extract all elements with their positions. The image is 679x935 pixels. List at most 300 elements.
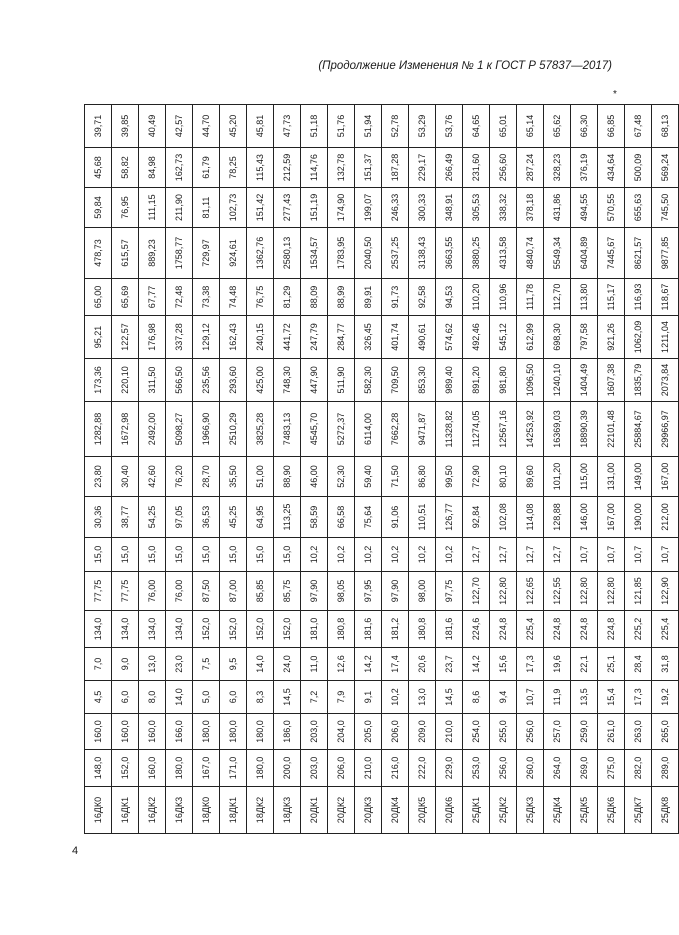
table-cell: 574,62 — [436, 316, 463, 359]
table-cell: 122,80 — [490, 572, 517, 611]
table-cell: 260,0 — [517, 750, 544, 787]
table-cell: 118,67 — [652, 279, 679, 316]
table-cell: 51,94 — [355, 105, 382, 148]
table-cell: 7,5 — [193, 648, 220, 681]
table-cell: 89,91 — [355, 279, 382, 316]
table-cell: 190,00 — [625, 497, 652, 538]
table-cell: 15,0 — [139, 538, 166, 572]
table-cell: 88,90 — [274, 457, 301, 497]
table-cell: 12,7 — [463, 538, 490, 572]
table-cell: 3825,28 — [247, 402, 274, 457]
table-cell: 222,0 — [409, 750, 436, 787]
table-cell: 122,80 — [598, 572, 625, 611]
table-cell: 7445,67 — [598, 228, 625, 279]
table-cell: 8621,57 — [625, 228, 652, 279]
table-cell: 76,00 — [139, 572, 166, 611]
table-cell: 89,60 — [517, 457, 544, 497]
table-cell: 10,2 — [382, 681, 409, 714]
table-cell: 5549,34 — [544, 228, 571, 279]
table-cell: 78,25 — [220, 148, 247, 188]
table-cell: 73,38 — [193, 279, 220, 316]
table-cell: 91,73 — [382, 279, 409, 316]
table-cell: 45,20 — [220, 105, 247, 148]
table-cell: 59,40 — [355, 457, 382, 497]
table-cell: 338,32 — [490, 188, 517, 228]
table-cell: 97,90 — [301, 572, 328, 611]
table-row — [463, 105, 490, 834]
table-cell: 478,73 — [85, 228, 112, 279]
table-cell: 9,5 — [220, 648, 247, 681]
table-cell: 167,00 — [652, 457, 679, 497]
table-cell: 204,0 — [328, 714, 355, 750]
table-cell: 15,0 — [166, 538, 193, 572]
table-cell: 52,30 — [328, 457, 355, 497]
profile-designation-cell: 25ДК3 — [517, 787, 544, 834]
table-cell: 51,00 — [247, 457, 274, 497]
table-cell: 30,36 — [85, 497, 112, 538]
table-cell: 54,25 — [139, 497, 166, 538]
table-cell: 269,0 — [571, 750, 598, 787]
table-cell: 87,00 — [220, 572, 247, 611]
table-cell: 14253,92 — [517, 402, 544, 457]
table-cell: 22101,48 — [598, 402, 625, 457]
profile-designation-cell: 16ДК0 — [85, 787, 112, 834]
table-cell: 85,75 — [274, 572, 301, 611]
table-cell: 10,2 — [328, 538, 355, 572]
table-cell: 36,53 — [193, 497, 220, 538]
table-cell: 300,33 — [409, 188, 436, 228]
table-cell: 13,0 — [409, 681, 436, 714]
table-cell: 171,0 — [220, 750, 247, 787]
table-cell: 38,77 — [112, 497, 139, 538]
table-cell: 98,00 — [409, 572, 436, 611]
table-cell: 729,97 — [193, 228, 220, 279]
table-cell: 2510,29 — [220, 402, 247, 457]
table-cell: 253,0 — [463, 750, 490, 787]
table-cell: 10,7 — [652, 538, 679, 572]
table-cell: 65,62 — [544, 105, 571, 148]
table-row — [598, 105, 625, 834]
table-row — [355, 105, 382, 834]
table-cell: 224,8 — [490, 611, 517, 648]
table-cell: 206,0 — [328, 750, 355, 787]
table-cell: 1211,04 — [652, 316, 679, 359]
profile-designation-cell: 25ДК4 — [544, 787, 571, 834]
table-cell: 122,57 — [112, 316, 139, 359]
table-cell: 254,0 — [463, 714, 490, 750]
table-cell: 42,60 — [139, 457, 166, 497]
table-row — [274, 105, 301, 834]
table-cell: 582,30 — [355, 359, 382, 402]
table-cell: 3880,25 — [463, 228, 490, 279]
profile-designation-cell: 20ДК6 — [436, 787, 463, 834]
table-cell: 10,2 — [355, 538, 382, 572]
table-row — [382, 105, 409, 834]
table-cell: 180,8 — [409, 611, 436, 648]
table-cell: 282,0 — [625, 750, 652, 787]
table-cell: 98,05 — [328, 572, 355, 611]
table-cell: 14,5 — [436, 681, 463, 714]
table-cell: 31,8 — [652, 648, 679, 681]
table-cell: 14,0 — [247, 648, 274, 681]
table-cell: 97,90 — [382, 572, 409, 611]
table-cell: 210,0 — [436, 714, 463, 750]
table-cell: 9,1 — [355, 681, 382, 714]
table-cell: 265,0 — [652, 714, 679, 750]
table-cell: 14,2 — [355, 648, 382, 681]
table-cell: 889,23 — [139, 228, 166, 279]
table-cell: 231,60 — [463, 148, 490, 188]
table-cell: 1966,90 — [193, 402, 220, 457]
rotated-table-container — [84, 105, 670, 834]
table-row — [328, 105, 355, 834]
table-cell: 569,24 — [652, 148, 679, 188]
table-continuation-mark: * — [613, 89, 617, 100]
table-cell: 264,0 — [544, 750, 571, 787]
table-cell: 745,50 — [652, 188, 679, 228]
table-cell: 211,90 — [166, 188, 193, 228]
table-cell: 2073,84 — [652, 359, 679, 402]
table-cell: 81,11 — [193, 188, 220, 228]
table-cell: 102,73 — [220, 188, 247, 228]
table-cell: 655,63 — [625, 188, 652, 228]
table-cell: 10,7 — [598, 538, 625, 572]
table-cell: 2580,13 — [274, 228, 301, 279]
table-cell: 11,9 — [544, 681, 571, 714]
table-cell: 256,0 — [490, 750, 517, 787]
table-cell: 200,0 — [274, 750, 301, 787]
table-row — [544, 105, 571, 834]
table-row — [625, 105, 652, 834]
profile-designation-cell: 18ДК0 — [193, 787, 220, 834]
table-cell: 9,0 — [112, 648, 139, 681]
table-cell: 74,48 — [220, 279, 247, 316]
table-cell: 180,0 — [193, 714, 220, 750]
table-cell: 126,77 — [436, 497, 463, 538]
table-cell: 53,76 — [436, 105, 463, 148]
table-cell: 122,90 — [652, 572, 679, 611]
table-cell: 9471,87 — [409, 402, 436, 457]
page-number: 4 — [72, 845, 79, 857]
table-cell: 28,70 — [193, 457, 220, 497]
table-cell: 25,1 — [598, 648, 625, 681]
table-cell: 14,5 — [274, 681, 301, 714]
table-cell: 77,75 — [112, 572, 139, 611]
profile-designation-cell: 25ДК7 — [625, 787, 652, 834]
table-cell: 1096,50 — [517, 359, 544, 402]
profile-designation-cell: 20ДК2 — [328, 787, 355, 834]
table-cell: 5272,37 — [328, 402, 355, 457]
table-cell: 115,00 — [571, 457, 598, 497]
profile-designation-cell: 25ДК8 — [652, 787, 679, 834]
table-cell: 492,46 — [463, 316, 490, 359]
profile-designation-cell: 25ДК5 — [571, 787, 598, 834]
table-cell: 287,24 — [517, 148, 544, 188]
table-cell: 86,80 — [409, 457, 436, 497]
table-cell: 181,6 — [436, 611, 463, 648]
table-cell: 9,4 — [490, 681, 517, 714]
table-cell: 51,18 — [301, 105, 328, 148]
table-cell: 174,90 — [328, 188, 355, 228]
table-cell: 160,0 — [139, 750, 166, 787]
table-cell: 58,59 — [301, 497, 328, 538]
table-cell: 152,0 — [220, 611, 247, 648]
table-cell: 11,0 — [301, 648, 328, 681]
table-cell: 87,50 — [193, 572, 220, 611]
table-cell: 95,21 — [85, 316, 112, 359]
table-cell: 40,49 — [139, 105, 166, 148]
table-cell: 102,08 — [490, 497, 517, 538]
table-cell: 114,76 — [301, 148, 328, 188]
table-cell: 180,8 — [328, 611, 355, 648]
table-cell: 284,77 — [328, 316, 355, 359]
table-cell: 12,7 — [517, 538, 544, 572]
table-cell: 326,45 — [355, 316, 382, 359]
table-cell: 1362,76 — [247, 228, 274, 279]
profile-designation-cell: 20ДК4 — [382, 787, 409, 834]
table-cell: 65,00 — [85, 279, 112, 316]
table-cell: 121,85 — [625, 572, 652, 611]
table-cell: 17,3 — [517, 648, 544, 681]
profile-designation-cell: 16ДК2 — [139, 787, 166, 834]
table-cell: 305,53 — [463, 188, 490, 228]
table-cell: 1758,77 — [166, 228, 193, 279]
table-cell: 122,65 — [517, 572, 544, 611]
table-cell: 186,0 — [274, 714, 301, 750]
table-cell: 441,72 — [274, 316, 301, 359]
table-cell: 160,0 — [139, 714, 166, 750]
table-cell: 152,0 — [193, 611, 220, 648]
table-cell: 110,96 — [490, 279, 517, 316]
table-cell: 261,0 — [598, 714, 625, 750]
table-cell: 289,0 — [652, 750, 679, 787]
table-cell: 7662,28 — [382, 402, 409, 457]
table-cell: 246,33 — [382, 188, 409, 228]
table-cell: 61,79 — [193, 148, 220, 188]
table-row — [220, 105, 247, 834]
table-cell: 115,43 — [247, 148, 274, 188]
table-cell: 545,12 — [490, 316, 517, 359]
table-cell: 10,7 — [625, 538, 652, 572]
table-cell: 570,55 — [598, 188, 625, 228]
table-cell: 28,4 — [625, 648, 652, 681]
table-cell: 1783,95 — [328, 228, 355, 279]
table-cell: 13,5 — [571, 681, 598, 714]
table-cell: 15,4 — [598, 681, 625, 714]
table-cell: 853,30 — [409, 359, 436, 402]
table-cell: 5098,27 — [166, 402, 193, 457]
table-cell: 615,57 — [112, 228, 139, 279]
table-cell: 212,00 — [652, 497, 679, 538]
table-cell: 134,0 — [166, 611, 193, 648]
table-cell: 225,4 — [517, 611, 544, 648]
profile-designation-cell: 18ДК1 — [220, 787, 247, 834]
table-cell: 12,6 — [328, 648, 355, 681]
table-cell: 113,25 — [274, 497, 301, 538]
table-cell: 39,71 — [85, 105, 112, 148]
table-cell: 180,0 — [247, 714, 274, 750]
table-cell: 114,08 — [517, 497, 544, 538]
table-cell: 128,88 — [544, 497, 571, 538]
table-cell: 45,68 — [85, 148, 112, 188]
table-cell: 12,7 — [544, 538, 571, 572]
table-cell: 5,0 — [193, 681, 220, 714]
table-cell: 10,2 — [301, 538, 328, 572]
table-cell: 15,0 — [112, 538, 139, 572]
table-cell: 15,0 — [193, 538, 220, 572]
table-body — [85, 105, 679, 834]
table-cell: 67,48 — [625, 105, 652, 148]
table-cell: 434,64 — [598, 148, 625, 188]
table-cell: 6114,00 — [355, 402, 382, 457]
table-row — [247, 105, 274, 834]
table-cell: 80,10 — [490, 457, 517, 497]
table-cell: 494,55 — [571, 188, 598, 228]
table-cell: 748,30 — [274, 359, 301, 402]
table-cell: 17,4 — [382, 648, 409, 681]
table-cell: 67,77 — [139, 279, 166, 316]
table-cell: 2040,50 — [355, 228, 382, 279]
table-cell: 266,49 — [436, 148, 463, 188]
table-cell: 166,0 — [166, 714, 193, 750]
table-cell: 311,50 — [139, 359, 166, 402]
profile-designation-cell: 18ДК3 — [274, 787, 301, 834]
table-cell: 30,40 — [112, 457, 139, 497]
table-cell: 216,0 — [382, 750, 409, 787]
table-cell: 29966,97 — [652, 402, 679, 457]
table-cell: 337,28 — [166, 316, 193, 359]
table-cell: 173,36 — [85, 359, 112, 402]
table-cell: 255,0 — [490, 714, 517, 750]
table-cell: 425,00 — [247, 359, 274, 402]
table-cell: 1534,57 — [301, 228, 328, 279]
table-cell: 6,0 — [220, 681, 247, 714]
table-cell: 180,0 — [220, 714, 247, 750]
table-cell: 11328,82 — [436, 402, 463, 457]
table-cell: 12,7 — [490, 538, 517, 572]
table-cell: 4545,70 — [301, 402, 328, 457]
table-cell: 65,14 — [517, 105, 544, 148]
table-cell: 7,2 — [301, 681, 328, 714]
table-cell: 97,75 — [436, 572, 463, 611]
table-row — [193, 105, 220, 834]
table-cell: 160,0 — [112, 714, 139, 750]
table-cell: 122,70 — [463, 572, 490, 611]
table-cell: 35,50 — [220, 457, 247, 497]
table-cell: 110,51 — [409, 497, 436, 538]
table-row — [652, 105, 679, 834]
table-cell: 116,93 — [625, 279, 652, 316]
table-cell: 23,0 — [166, 648, 193, 681]
table-cell: 88,99 — [328, 279, 355, 316]
table-cell: 45,25 — [220, 497, 247, 538]
table-cell: 181,0 — [301, 611, 328, 648]
table-cell: 180,0 — [166, 750, 193, 787]
table-cell: 129,12 — [193, 316, 220, 359]
table-cell: 1835,79 — [625, 359, 652, 402]
table-cell: 10,2 — [436, 538, 463, 572]
table-cell: 263,0 — [625, 714, 652, 750]
profile-designation-cell: 20ДК5 — [409, 787, 436, 834]
table-cell: 15,0 — [85, 538, 112, 572]
table-cell: 1240,10 — [544, 359, 571, 402]
table-row — [436, 105, 463, 834]
table-cell: 39,85 — [112, 105, 139, 148]
profile-designation-cell: 20ДК3 — [355, 787, 382, 834]
table-cell: 91,06 — [382, 497, 409, 538]
table-cell: 203,0 — [301, 750, 328, 787]
table-cell: 10,2 — [382, 538, 409, 572]
table-cell: 6404,89 — [571, 228, 598, 279]
table-cell: 111,78 — [517, 279, 544, 316]
profile-designation-cell: 20ДК1 — [301, 787, 328, 834]
table-cell: 19,2 — [652, 681, 679, 714]
table-cell: 275,0 — [598, 750, 625, 787]
table-cell: 1404,49 — [571, 359, 598, 402]
table-cell: 76,20 — [166, 457, 193, 497]
table-cell: 187,28 — [382, 148, 409, 188]
table-cell: 17,3 — [625, 681, 652, 714]
table-cell: 348,91 — [436, 188, 463, 228]
table-cell: 66,30 — [571, 105, 598, 148]
profile-designation-cell: 25ДК1 — [463, 787, 490, 834]
table-cell: 9877,85 — [652, 228, 679, 279]
table-cell: 7,0 — [85, 648, 112, 681]
table-cell: 259,0 — [571, 714, 598, 750]
table-cell: 511,90 — [328, 359, 355, 402]
table-cell: 77,75 — [85, 572, 112, 611]
table-cell: 220,10 — [112, 359, 139, 402]
table-cell: 45,81 — [247, 105, 274, 148]
table-cell: 256,0 — [517, 714, 544, 750]
table-row — [112, 105, 139, 834]
table-cell: 924,61 — [220, 228, 247, 279]
table-cell: 6,0 — [112, 681, 139, 714]
table-row — [571, 105, 598, 834]
table-cell: 4840,74 — [517, 228, 544, 279]
table-cell: 1672,98 — [112, 402, 139, 457]
table-cell: 162,73 — [166, 148, 193, 188]
table-cell: 209,0 — [409, 714, 436, 750]
table-cell: 115,17 — [598, 279, 625, 316]
table-cell: 148,0 — [85, 750, 112, 787]
table-cell: 146,00 — [571, 497, 598, 538]
table-cell: 76,00 — [166, 572, 193, 611]
table-cell: 225,4 — [652, 611, 679, 648]
table-cell: 2492,00 — [139, 402, 166, 457]
table-cell: 212,59 — [274, 148, 301, 188]
table-cell: 247,79 — [301, 316, 328, 359]
table-cell: 13,0 — [139, 648, 166, 681]
table-row — [490, 105, 517, 834]
table-cell: 14,0 — [166, 681, 193, 714]
table-cell: 23,7 — [436, 648, 463, 681]
table-cell: 224,6 — [463, 611, 490, 648]
table-cell: 1062,09 — [625, 316, 652, 359]
table-cell: 131,00 — [598, 457, 625, 497]
table-cell: 134,0 — [139, 611, 166, 648]
table-cell: 16369,03 — [544, 402, 571, 457]
table-cell: 12567,16 — [490, 402, 517, 457]
table-cell: 10,2 — [409, 538, 436, 572]
table-cell: 10,7 — [517, 681, 544, 714]
table-cell: 149,00 — [625, 457, 652, 497]
table-cell: 42,57 — [166, 105, 193, 148]
table-cell: 85,85 — [247, 572, 274, 611]
profile-designation-cell: 25ДК2 — [490, 787, 517, 834]
table-cell: 152,0 — [112, 750, 139, 787]
table-cell: 68,13 — [652, 105, 679, 148]
